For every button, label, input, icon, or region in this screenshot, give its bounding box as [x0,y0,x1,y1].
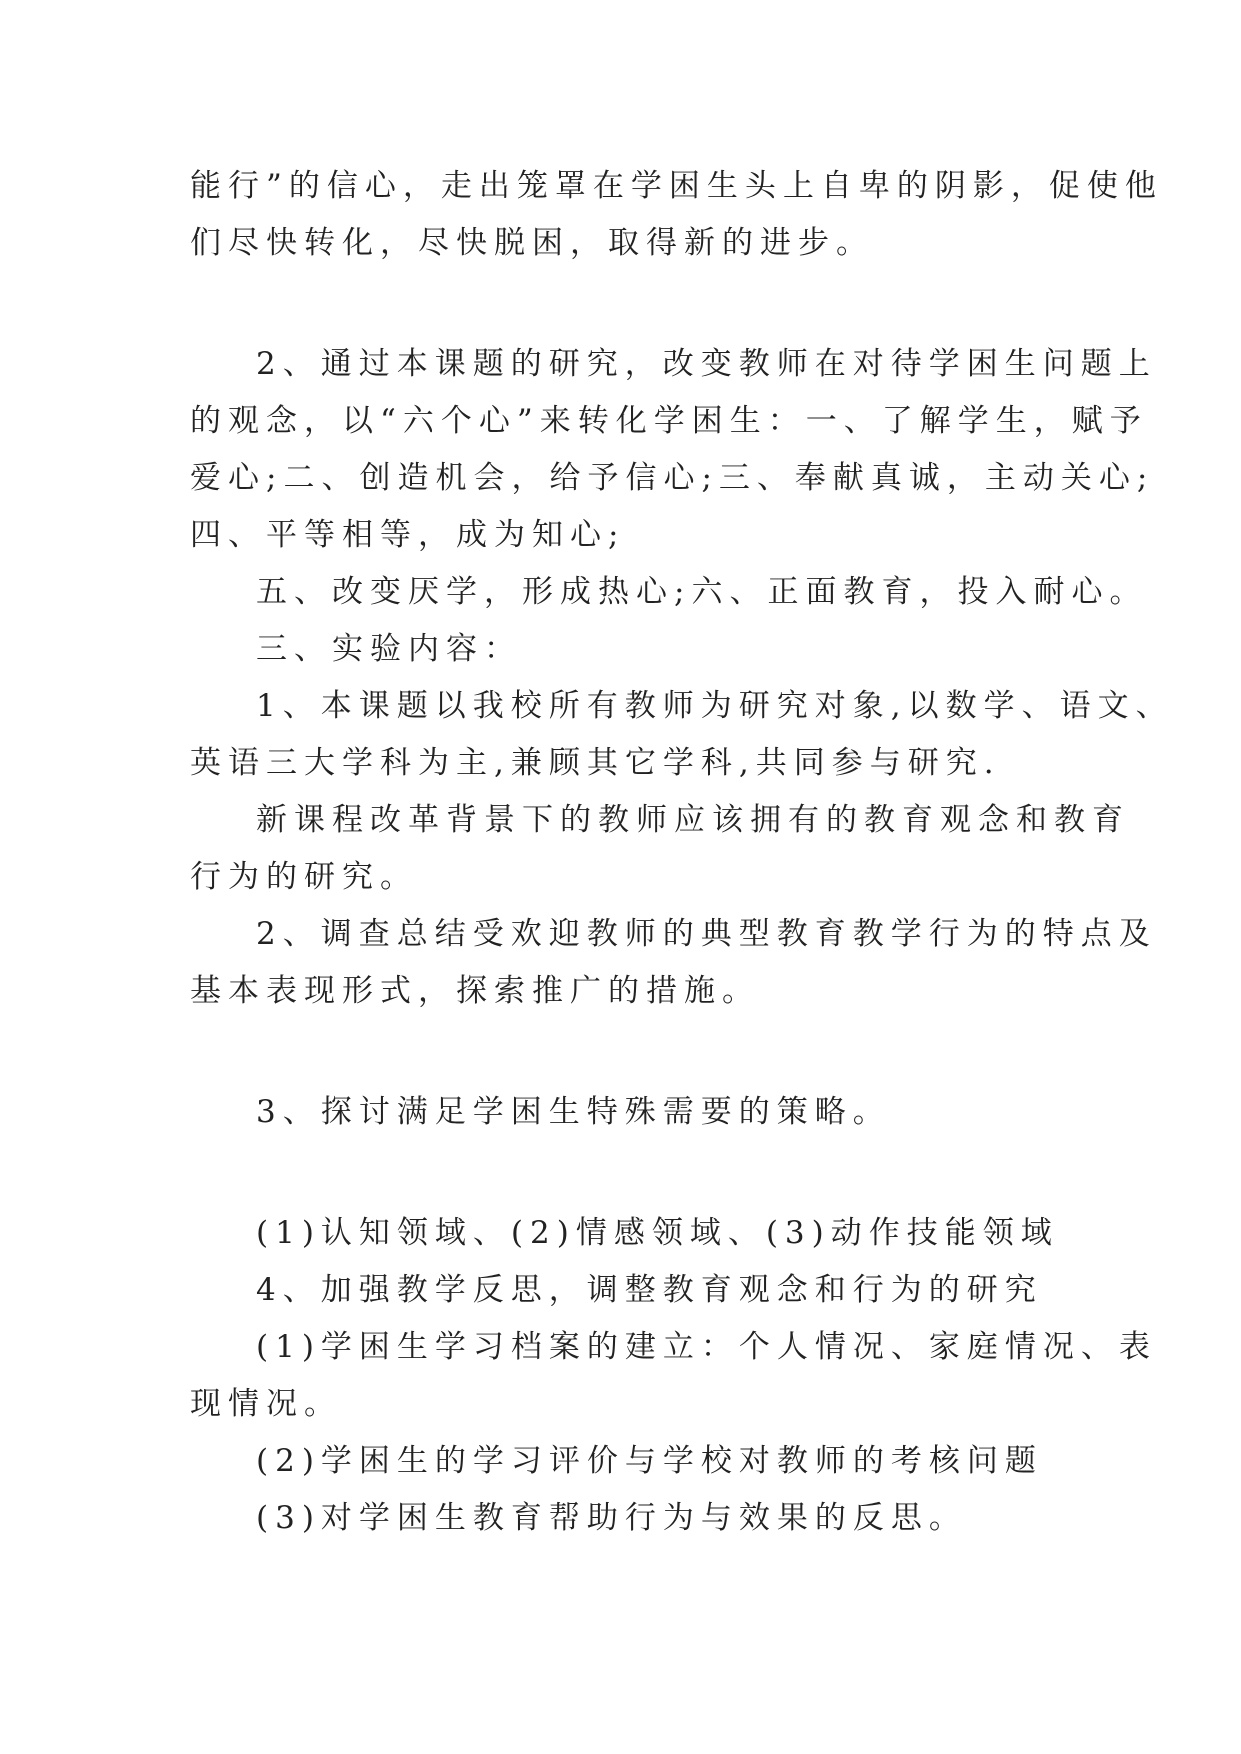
text-line: 英语三大学科为主,兼顾其它学科,共同参与研究. [190,745,1001,781]
text-line: (1)认知领域、(2)情感领域、(3)动作技能领域 [256,1215,1059,1251]
section-heading: 三、实验内容： [256,631,522,667]
text-line: 行为的研究。 [190,859,418,895]
text-line: 4、加强教学反思，调整教育观念和行为的研究 [256,1272,1043,1308]
text-line: 现情况。 [190,1386,342,1422]
text-line: (2)学困生的学习评价与学校对教师的考核问题 [256,1443,1043,1479]
text-line: 3、探讨满足学困生特殊需要的策略。 [256,1094,891,1130]
text-line: 五、改变厌学，形成热心;六、正面教育，投入耐心。 [256,574,1148,610]
text-line: 2、通过本课题的研究，改变教师在对待学困生问题上 [256,346,1157,382]
text-line: 爱心;二、创造机会，给予信心;三、奉献真诚，主动关心; [190,460,1155,496]
text-line: 们尽快转化，尽快脱困，取得新的进步。 [190,225,874,261]
text-line: (3)对学困生教育帮助行为与效果的反思。 [256,1500,967,1536]
text-line: 1、本课题以我校所有教师为研究对象,以数学、语文、 [256,688,1174,724]
text-line: (1)学困生学习档案的建立：个人情况、家庭情况、表 [256,1329,1157,1365]
text-line: 四、平等相等，成为知心; [190,517,626,553]
text-line: 的观念，以“六个心”来转化学困生：一、了解学生，赋予 [190,403,1148,439]
text-line: 基本表现形式，探索推广的措施。 [190,973,760,1009]
text-line: 新课程改革背景下的教师应该拥有的教育观念和教育 [256,802,1130,838]
text-line: 能行”的信心，走出笼罩在学困生头上自卑的阴影，促使他 [190,168,1163,204]
text-line: 2、调查总结受欢迎教师的典型教育教学行为的特点及 [256,916,1157,952]
